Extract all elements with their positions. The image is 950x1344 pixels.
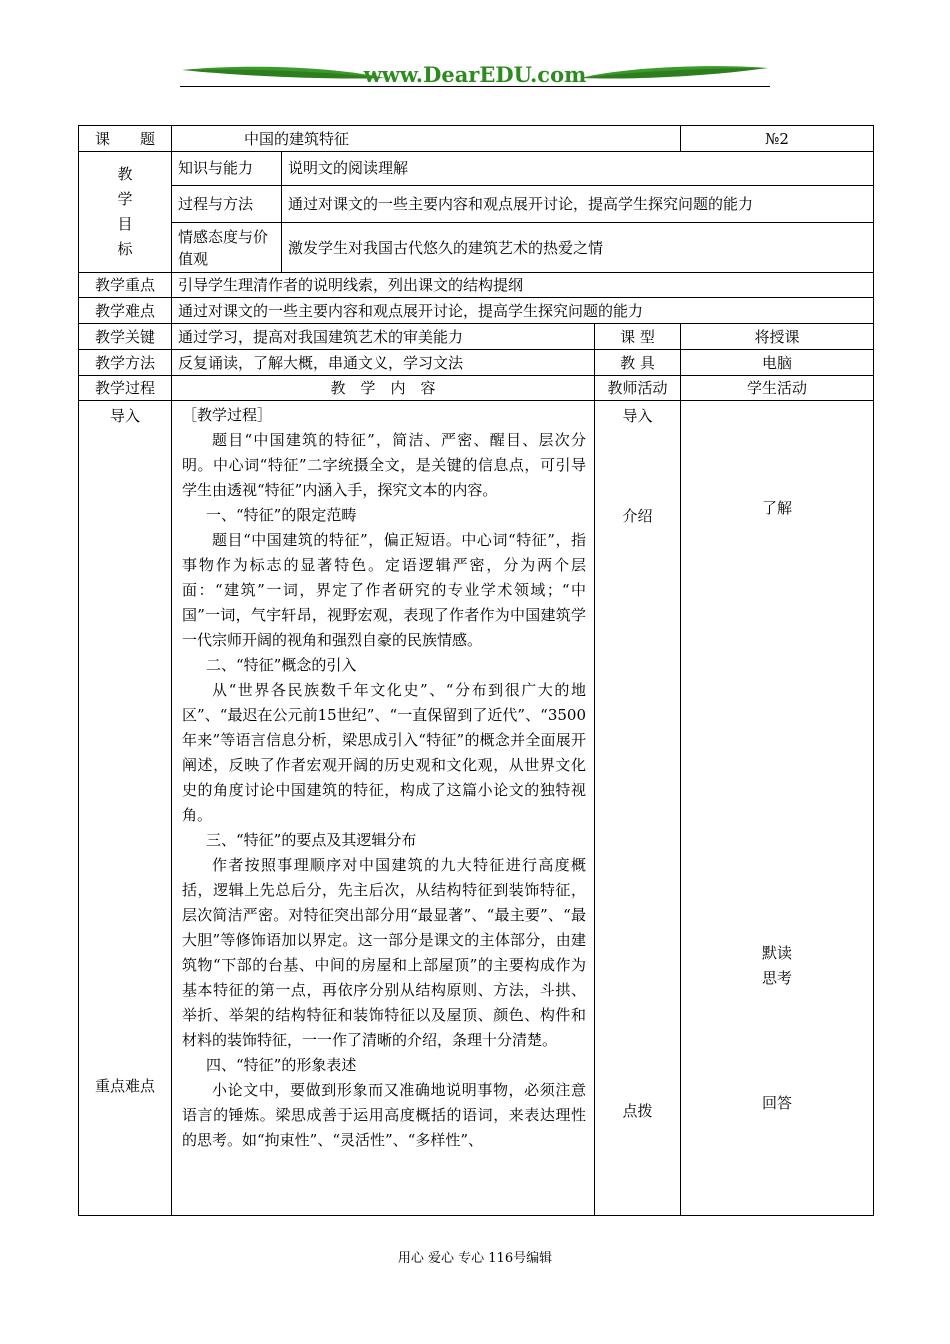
content-heading: 三、“特征”的要点及其逻辑分布 [206,831,417,849]
teacher-intro: 导入 [622,407,653,425]
student-activity-cell [681,401,874,1216]
content-paragraph: 作者按照事理顺序对中国建筑的九大特征进行高度概括，逻辑上先总后分，先主后次，从结构特征到装饰特征，层次简洁严密。对特征突出部分用“最显著”、“最主要”、“最大胆”等修饰语加以界定。这一部分是课文的主体部分，由建筑物“下部的台基、中间的房屋和上部屋顶”的主要构成作为基本特征的第一点，再依序分别从结构原则、方法，斗拱、举折、举架的结构特征和装饰特征以及屋顶、颜色、构件和材料的装饰特征，一一作了清晰的介绍，条理十分清楚。 [182,856,586,1049]
content-heading: 四、“特征”的形象表述 [206,1056,357,1074]
site-logo-banner [180,56,770,90]
objective-text: 通过对课文的一些主要内容和观点展开讨论，提高学生探究问题的能力 [282,186,874,223]
key-text: 通过学习，提高对我国建筑艺术的审美能力 [172,324,595,350]
difficulty-label: 教学难点 [79,298,172,324]
objective-label: 知识与能力 [172,152,282,186]
lesson-number: №2 [681,126,874,152]
objective-row-attitude [79,223,874,273]
page-footer: 用心 爱心 专心 116号编辑 [397,1251,553,1266]
method-label: 教学方法 [79,350,172,376]
logo-text: www.DearEDU.com [363,62,587,87]
topic-row [79,126,874,152]
process-body-row [79,401,874,1216]
student-think: 思考 [762,969,793,987]
content-paragraph: 题目“中国建筑的特征”，简洁、严密、醒目、层次分明。中心词“特征”二字统摄全文，是关键的信息点，可引导学生由透视“特征”内涵入手，探究文本的内容。 [182,431,586,499]
lesson-type-value: 将授课 [681,324,874,350]
content-paragraph: 小论文中，要做到形象而又准确地说明事物，必须注意语言的锤炼。梁思成善于运用高度概括的语词，来表达理性的思考。如“拘束性”、“灵活性”、“多样性”、 [182,1081,586,1149]
logo-swoosh-icon [180,56,770,90]
objectives-label: 教 学 目 标 [79,152,172,273]
method-text: 反复诵读，了解大概，串通文义，学习文法 [172,350,595,376]
difficulty-row [79,298,874,324]
focus-text: 引导学生理清作者的说明线索，列出课文的结构提纲 [172,273,874,298]
content-bracket-heading: ［教学过程］ [182,406,273,424]
teacher-present: 介绍 [622,507,653,525]
teaching-content [172,401,595,1216]
teacher-guide: 点拨 [622,1102,653,1120]
lesson-plan-table [78,125,874,1216]
content-heading: 二、“特征”概念的引入 [206,656,357,674]
objective-row-process [79,186,874,223]
focus-label: 教学重点 [79,273,172,298]
teacher-activity-cell [595,401,681,1216]
objective-label: 情感态度与价值观 [172,223,282,273]
key-row [79,324,874,350]
tools-value: 电脑 [681,350,874,376]
content-heading: 一、“特征”的限定范畴 [206,506,357,524]
focus-row [79,273,874,298]
stage-key-difficult: 重点难点 [94,1077,155,1095]
student-activity-label: 学生活动 [681,376,874,401]
student-answer: 回答 [762,1094,793,1112]
content-paragraph: 题目“中国建筑的特征”，偏正短语。中心词“特征”，指事物作为标志的显著特色。定语逻辑严密，分为两个层面：“建筑”一词，界定了作者研究的专业学术领域；“中国”一词，气宇轩昂，视野宏观，表现了作者作为中国建筑学一代宗师开阔的视角和强烈自豪的民族情感。 [182,531,586,649]
content-label: 教 学 内 容 [172,376,595,401]
objective-text: 激发学生对我国古代悠久的建筑艺术的热爱之情 [282,223,874,273]
process-header-row [79,376,874,401]
content-paragraph: 从“世界各民族数千年文化史”、“分布到很广大的地区”、“最迟在公元前15世纪”、“一直保留到了近代”、“3500年来”等语言信息分析，梁思成引入“特征”的概念并全面展开阐述，反映了作者宏观开阔的历史观和文化观，从世界文化史的角度讨论中国建筑的特征，构成了这篇小论文的独特视角。 [182,681,586,824]
tools-label: 教 具 [595,350,681,376]
stage-intro: 导入 [109,407,140,425]
key-label: 教学关键 [79,324,172,350]
objective-label: 过程与方法 [172,186,282,223]
student-understand: 了解 [762,499,793,517]
header-rule [180,86,770,87]
process-label: 教学过程 [79,376,172,401]
method-row [79,350,874,376]
student-read: 默读 [762,944,793,962]
objective-text: 说明文的阅读理解 [282,152,874,186]
topic-value: 中国的建筑特征 [172,126,681,152]
difficulty-text: 通过对课文的一些主要内容和观点展开讨论，提高学生探究问题的能力 [172,298,874,324]
topic-label: 课 题 [79,126,172,152]
teacher-activity-label: 教师活动 [595,376,681,401]
objective-row-knowledge [79,152,874,186]
lesson-type-label: 课 型 [595,324,681,350]
stage-cell [79,401,172,1216]
